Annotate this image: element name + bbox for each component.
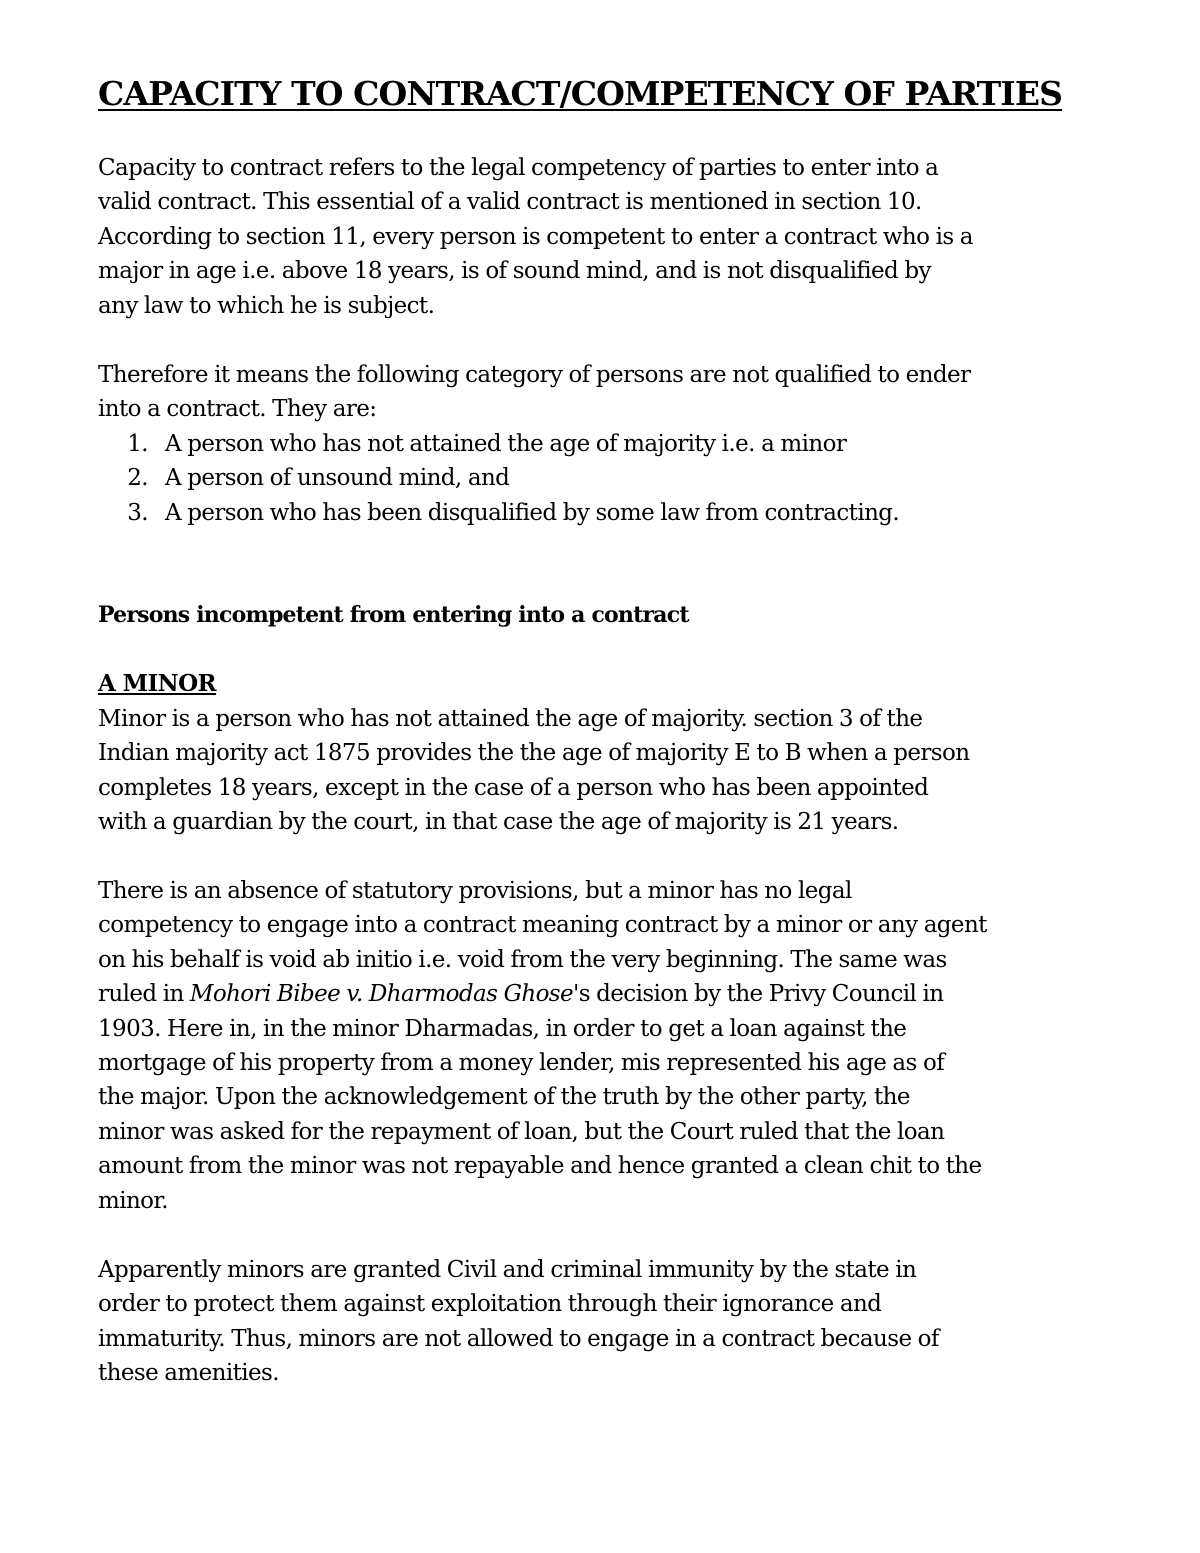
absence-line: There is an absence of statutory provisions, but a minor has no legal (98, 878, 852, 904)
immunity-line: immaturity. Thus, minors are not allowed to engage in a contract because of (98, 1325, 939, 1352)
immunity-paragraph (98, 1253, 1108, 1391)
immunity-line: Apparently minors are granted Civil and criminal immunity by the state in (98, 1257, 917, 1283)
case-citation: Mohori Bibee v. Dharmodas Ghose (189, 981, 574, 1008)
absence-line: on his behalf is void ab initio i.e. void from the very beginning. The same was (98, 946, 947, 973)
list-item (98, 427, 1108, 461)
immunity-line: order to protect them against exploitation through their ignorance and (98, 1291, 882, 1318)
list-number: 3. (127, 499, 148, 526)
intro-paragraph (98, 151, 1108, 323)
list-item (98, 496, 1108, 530)
absence-line (98, 977, 1108, 1011)
therefore-line: Therefore it means the following category of persons are not qualified to ender (98, 362, 971, 388)
intro-line: any law to which he is subject. (98, 292, 435, 319)
absence-paragraph (98, 874, 1108, 1218)
absence-line: 1903. Here in, in the minor Dharmadas, in order to get a loan against the (98, 1015, 907, 1042)
absence-line: mortgage of his property from a money lender, mis represented his age as of (98, 1050, 945, 1077)
absence-line: the major. Upon the acknowledgement of the truth by the other party, the (98, 1084, 910, 1111)
list-text: A person who has not attained the age of majority i.e. a minor (165, 431, 847, 457)
immunity-line: these amenities. (98, 1360, 279, 1387)
absence-line-prefix: ruled in (98, 981, 190, 1008)
intro-line: Capacity to contract refers to the legal competency of parties to enter into a (98, 155, 939, 181)
intro-line: According to section 11, every person is competent to enter a contract who is a (98, 223, 973, 250)
therefore-line: into a contract. They are: (98, 396, 377, 423)
therefore-paragraph (98, 358, 1108, 427)
minor-line: completes 18 years, except in the case of a person who has been appointed (98, 774, 929, 801)
list-number: 2. (127, 465, 148, 492)
document-title: CAPACITY TO CONTRACT/COMPETENCY OF PARTIES (98, 74, 1063, 113)
list-item (98, 461, 1108, 495)
list-text: A person of unsound mind, and (165, 465, 510, 492)
absence-line-suffix: 's decision by the Privy Council in (573, 981, 944, 1008)
minor-line: Indian majority act 1875 provides the the age of majority E to B when a person (98, 740, 970, 767)
absence-line: minor was asked for the repayment of loan, but the Court ruled that the loan (98, 1118, 945, 1145)
absence-line: minor. (98, 1187, 169, 1214)
minor-paragraph (98, 702, 1108, 840)
minor-line: Minor is a person who has not attained the age of majority. section 3 of the (98, 706, 923, 732)
minor-subheading: A MINOR (98, 670, 217, 697)
intro-line: valid contract. This essential of a valid contract is mentioned in section 10. (98, 189, 922, 216)
list-number: 1. (127, 431, 148, 457)
minor-line: with a guardian by the court, in that case the age of majority is 21 years. (98, 809, 899, 836)
section-heading: Persons incompetent from entering into a contract (98, 602, 689, 628)
list-text: A person who has been disqualified by some law from contracting. (165, 499, 900, 526)
disqualified-persons-list (98, 427, 1108, 530)
absence-line: amount from the minor was not repayable and hence granted a clean chit to the (98, 1153, 982, 1180)
absence-line: competency to engage into a contract meaning contract by a minor or any agent (98, 912, 987, 939)
intro-line: major in age i.e. above 18 years, is of sound mind, and is not disqualified by (98, 258, 931, 285)
